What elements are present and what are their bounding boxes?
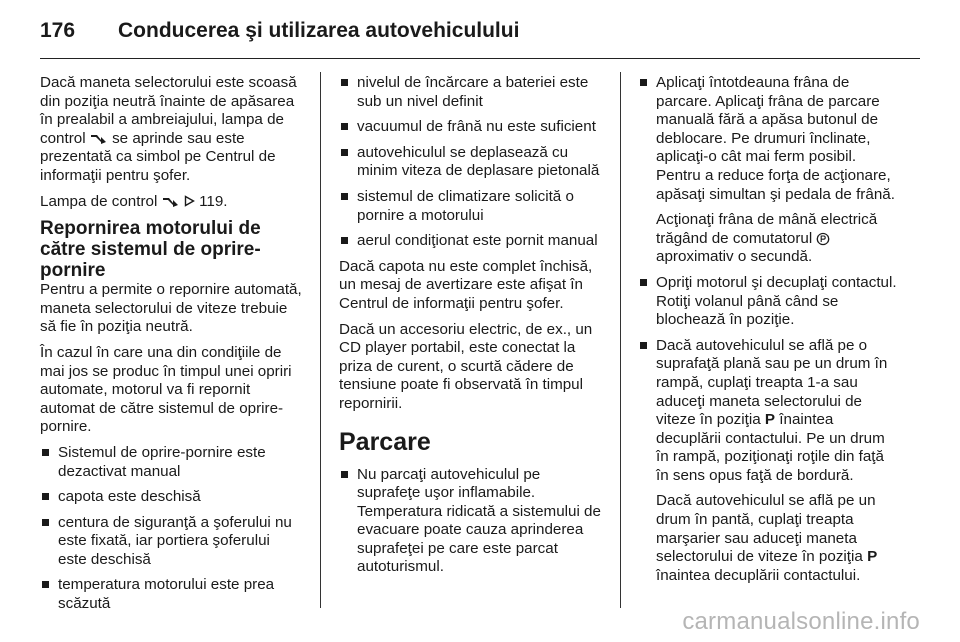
- column-2: [339, 74, 601, 584]
- list-item: temperatura motorului este prea scăzută: [40, 576, 302, 613]
- sub-paragraph: Acţionaţi frâna de mână electrică trăgând de comutatorul aproximativ o secundă.: [656, 211, 878, 266]
- list-item: autovehiculul se deplasează cu minim viteza de deplasare pietonală: [339, 144, 601, 181]
- list-item: aerul condiţionat este pornit manual: [339, 232, 601, 251]
- paragraph: Pentru a permite o repornire automată, maneta selectorului de viteze trebuie să fie în poziţia neutră.: [40, 281, 302, 336]
- sub-paragraph: Dacă autovehiculul se află pe un drum în pantă, cuplaţi treapta marşarier sau aduceţi maneta selectorului de viteze în poziţia P înaintea decuplării contactului.: [656, 492, 878, 584]
- list-item: nivelul de încărcare a bateriei este sub un nivel definit: [339, 74, 601, 111]
- list-item: Dacă autovehiculul se află pe o suprafaţă plană sau pe un drum în rampă, cuplaţi treapta 1-a sau aduceţi maneta selectorului de viteze în poziţia P înaintea decuplării contactului. Pe un drum în rampă, poziţionaţi roţile din faţă în sens opus faţă de bordură.: [638, 337, 900, 486]
- paragraph: Dacă maneta selectorului este scoasă din poziţia neutră înainte de apăsarea în prealabil a ambreiajului, lampa de control se aprinde sau este prezentată ca simbol pe Centrul de informaţii pentru şofer.: [40, 74, 297, 184]
- header-rule: [40, 58, 920, 59]
- paragraph: Lampa de control 119.: [40, 192, 228, 210]
- condition-list: [339, 74, 601, 251]
- list-item: capota este deschisă: [40, 488, 302, 507]
- parking-list: [638, 274, 900, 486]
- paragraph: Dacă capota nu este complet închisă, un mesaj de avertizare este afişat în Centrul de informaţii pentru şofer.: [339, 257, 593, 312]
- page-number: 176: [40, 19, 76, 42]
- gear-shift-arrow-icon: [90, 133, 108, 145]
- column-3: [638, 74, 900, 592]
- column-divider: [320, 72, 321, 608]
- list-item: sistemul de climatizare solicită o pornire a motorului: [339, 188, 601, 225]
- column-1: [40, 74, 302, 621]
- section-heading: Repornirea motorului de către sistemul de oprire-pornire: [40, 218, 261, 282]
- parking-list: [339, 466, 601, 578]
- condition-list: [40, 444, 302, 614]
- gear-shift-arrow-icon: [162, 196, 180, 208]
- watermark: carmanualsonline.info: [682, 608, 920, 635]
- parking-list: [638, 74, 900, 204]
- page-reference[interactable]: 119.: [199, 192, 228, 210]
- list-item: centura de siguranţă a şoferului nu este fixată, iar portiera şoferului este deschisă: [40, 514, 302, 570]
- gear-position-p: P: [764, 411, 776, 429]
- list-item: Sistemul de oprire-pornire este dezactivat manual: [40, 444, 302, 481]
- parking-brake-switch-icon: [816, 232, 830, 246]
- list-item: Aplicaţi întotdeauna frâna de parcare. Aplicaţi frâna de parcare manuală fără a apăsa butonul de deblocare. Pe drumuri înclinate, aplicaţi-o cât mai ferm posibil. Pentru a reduce forţa de acţionare, apăsaţi simultan şi pedala de frână.: [638, 74, 900, 204]
- page-title: Conducerea şi utilizarea autovehiculului: [118, 19, 520, 42]
- list-item: Nu parcaţi autovehiculul pe suprafeţe uşor inflamabile. Temperatura ridicată a sistemului de evacuare poate cauza aprinderea suprafeţei pe care este parcat autoturismul.: [339, 466, 601, 578]
- list-item: vacuumul de frână nu este suficient: [339, 118, 601, 137]
- page-reference-triangle-icon[interactable]: [184, 195, 195, 207]
- gear-position-p: P: [867, 548, 878, 566]
- column-divider: [620, 72, 621, 608]
- section-heading: Parcare: [339, 427, 431, 456]
- paragraph: Dacă un accesoriu electric, de ex., un CD player portabil, este conectat la priza de curent, o scurtă cădere de tensiune poate fi observată în timpul repornirii.: [339, 320, 593, 412]
- paragraph: În cazul în care una din condiţiile de mai jos se produc în timpul unei opriri automate, motorul va fi repornit automat de către sistemul de oprire-pornire.: [40, 343, 292, 436]
- list-item: Opriţi motorul şi decuplaţi contactul. Rotiţi volanul până când se blochează în poziţie.: [638, 274, 900, 330]
- page-header: [40, 16, 920, 46]
